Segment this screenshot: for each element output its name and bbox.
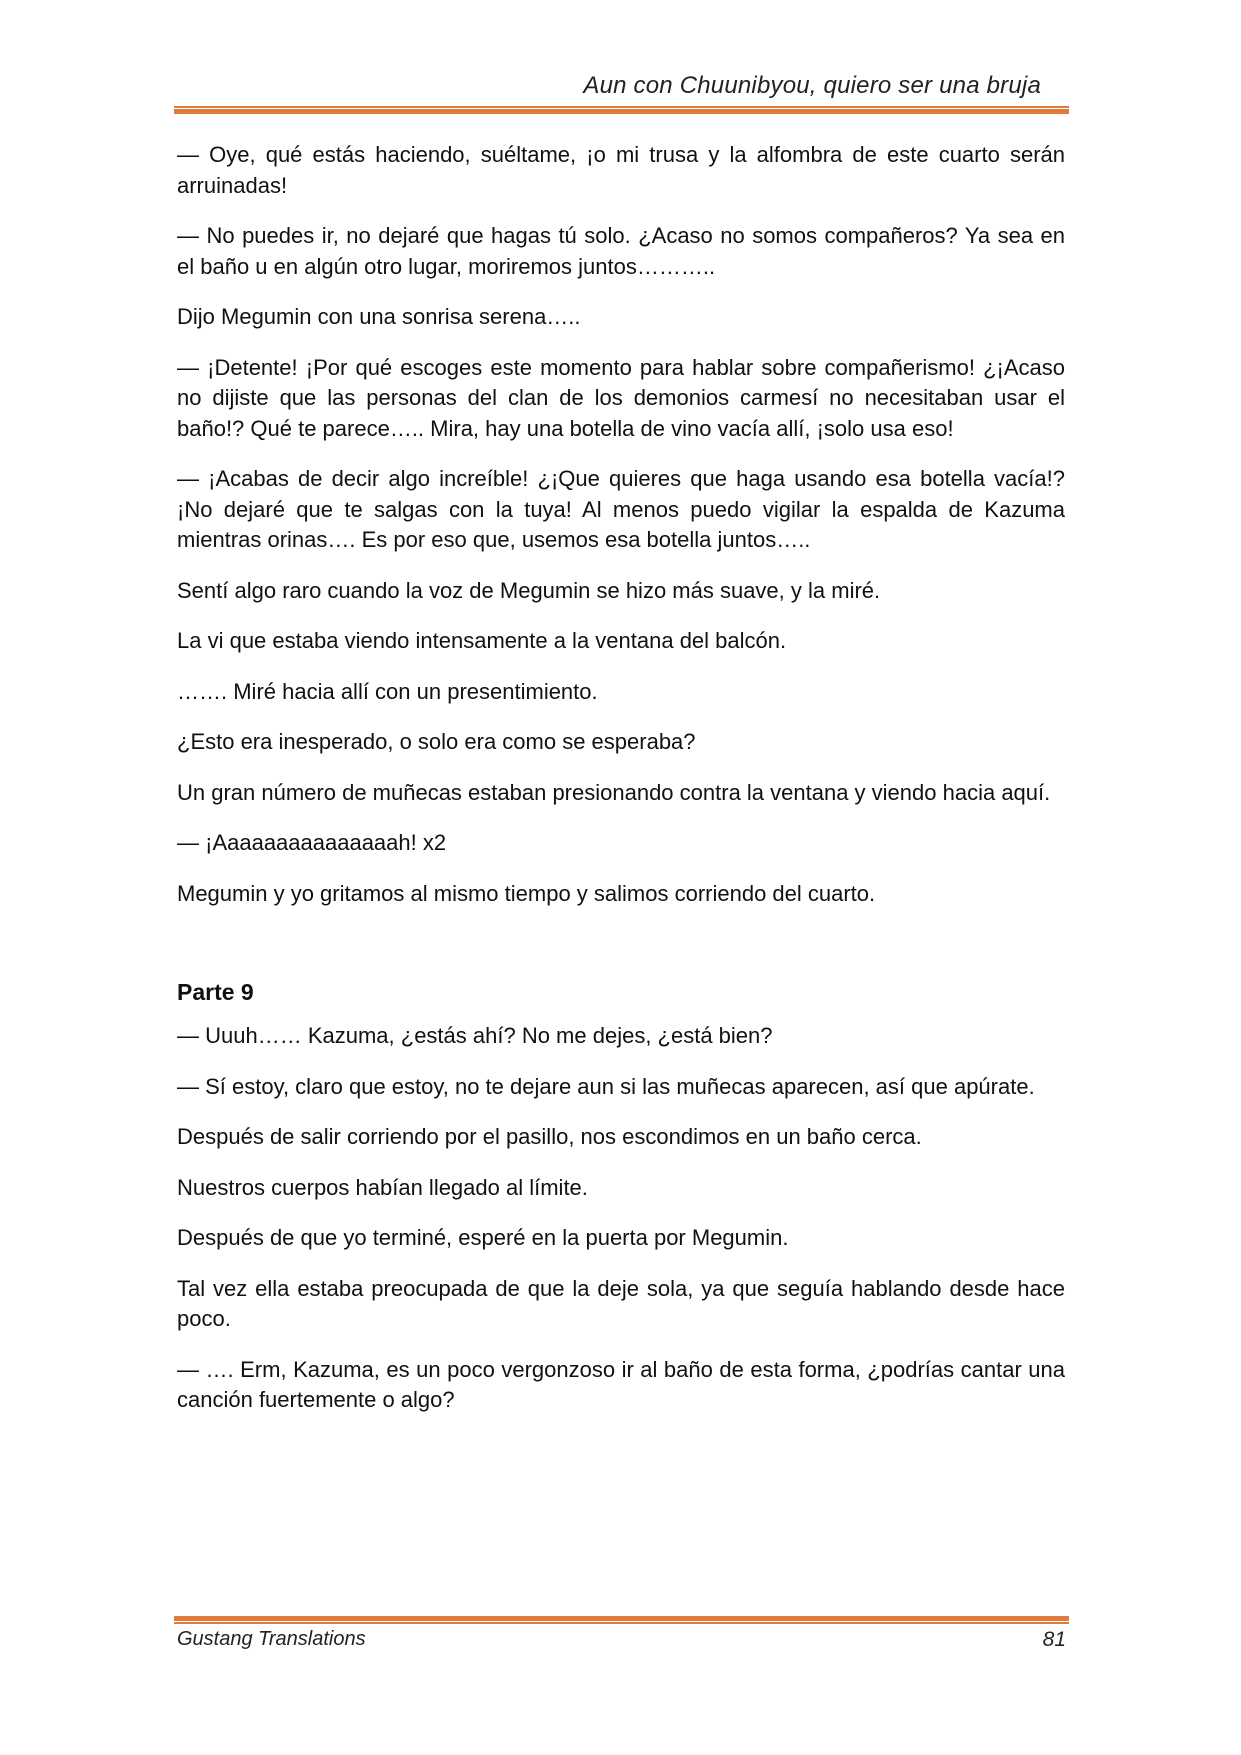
running-header-title: Aun con Chuunibyou, quiero ser una bruja xyxy=(583,72,1041,99)
paragraph: Nuestros cuerpos habían llegado al límite. xyxy=(177,1174,588,1200)
paragraph: Un gran número de muñecas estaban presionando contra la ventana y viendo hacia aquí. xyxy=(177,779,1051,805)
paragraph: — Uuuh…… Kazuma, ¿estás ahí? No me dejes, ¿está bien? xyxy=(177,1023,773,1048)
paragraph: — No puedes ir, no dejaré que hagas tú solo. ¿Acaso no somos compañeros? Ya sea en el baño u en algún otro lugar, moriremos juntos……….. xyxy=(177,223,1065,279)
paragraph: — Sí estoy, claro que estoy, no te dejare aun si las muñecas aparecen, así que apúrate. xyxy=(177,1073,1035,1099)
paragraph: Dijo Megumin con una sonrisa serena….. xyxy=(177,304,581,329)
paragraph: La vi que estaba viendo intensamente a la ventana del balcón. xyxy=(177,628,787,653)
paragraph: — …. Erm, Kazuma, es un poco vergonzoso ir al baño de esta forma, ¿podrías cantar una canción fuertemente o algo? xyxy=(177,1356,1065,1412)
body-text xyxy=(177,140,1065,1436)
paragraph: Después de que yo terminé, esperé en la puerta por Megumin. xyxy=(177,1225,789,1250)
section-heading: Parte 9 xyxy=(177,979,254,1005)
paragraph: Sentí algo raro cuando la voz de Megumin se hizo más suave, y la miré. xyxy=(177,577,881,603)
page-number: 81 xyxy=(1042,1628,1066,1651)
paragraph: Megumin y yo gritamos al mismo tiempo y salimos corriendo del cuarto. xyxy=(177,880,876,906)
paragraph: — ¡Detente! ¡Por qué escoges este momento para hablar sobre compañerismo! ¿¡Acaso no dijiste que las personas del clan de los demonios carmesí no necesitaban usar el baño!? Qué te parece….. Mira, hay una botella de vino vacía allí, ¡solo usa eso! xyxy=(177,354,1065,441)
footer-rule xyxy=(174,1616,1069,1624)
paragraph: ¿Esto era inesperado, o solo era como se esperaba? xyxy=(177,729,696,754)
header-rule xyxy=(174,106,1069,114)
paragraph: Tal vez ella estaba preocupada de que la deje sola, ya que seguía hablando desde hace poco. xyxy=(177,1275,1065,1331)
paragraph: ……. Miré hacia allí con un presentimiento. xyxy=(177,678,598,704)
footer-publisher: Gustang Translations xyxy=(177,1628,366,1650)
paragraph: — ¡Aaaaaaaaaaaaaaah! x2 xyxy=(177,830,447,855)
paragraph: — Oye, qué estás haciendo, suéltame, ¡o mi trusa y la alfombra de este cuarto serán arruinadas! xyxy=(177,142,1065,198)
paragraph: Después de salir corriendo por el pasillo, nos escondimos en un baño cerca. xyxy=(177,1124,922,1149)
paragraph: — ¡Acabas de decir algo increíble! ¿¡Que quieres que haga usando esa botella vacía!? ¡No dejaré que te salgas con la tuya! Al menos puedo vigilar la espalda de Kazuma mientras orinas…. Es por eso que, usemos esa botella juntos….. xyxy=(177,466,1065,552)
